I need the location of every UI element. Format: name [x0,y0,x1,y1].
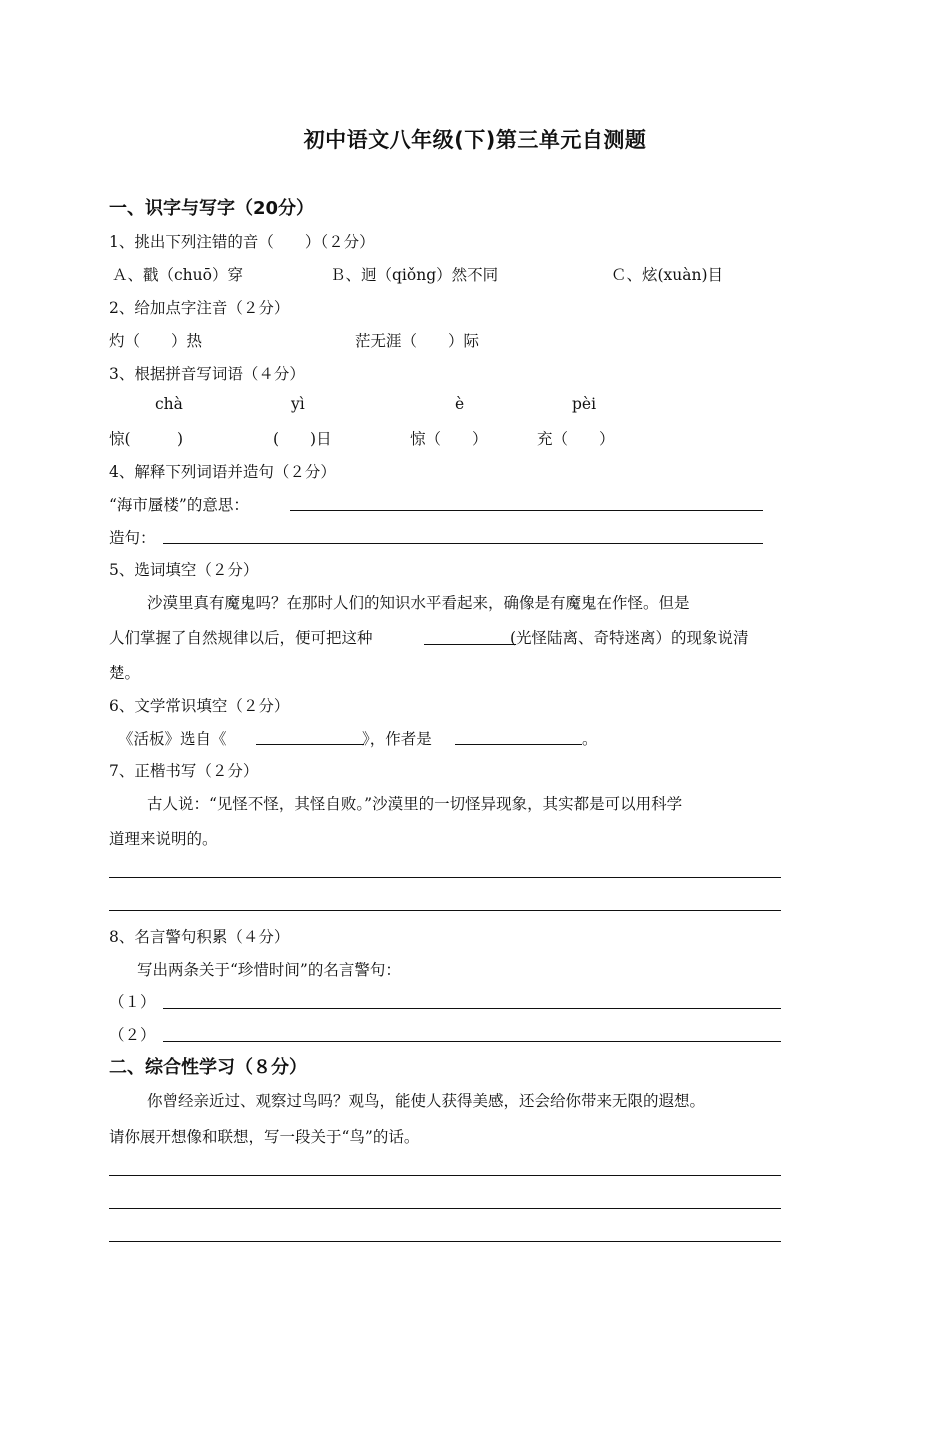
q4-meaning-label: “海市蜃楼”的意思： [109,496,249,514]
q1-option-a: Ａ、戳（chuō）穿 [112,266,243,284]
section-2-line-2: 请你展开想像和联想，写一段关于“鸟”的话。 [109,1128,420,1146]
q4-sentence-label: 造句： [109,529,156,547]
q5-line-3: 楚。 [109,664,141,682]
q5-label: 5、选词填空（２分） [109,561,259,579]
q3-pinyin-2: yì [291,395,305,413]
q3-word-1: 惊( ) [109,430,184,448]
section-1-heading: 一、识字与写字（20分） [109,198,315,219]
q4-label: 4、解释下列词语并造句（２分） [109,463,336,481]
q6-book-blank-line[interactable] [256,744,364,745]
q6-prefix: 《活板》选自《 [118,730,227,748]
q6-middle: 》，作者是 [362,730,432,748]
q7-line-1: 古人说：“见怪不怪，其怪自败。”沙漠里的一切怪异现象，其实都是可以用科学 [147,795,683,813]
q1-option-c: Ｃ、炫(xuàn)目 [611,266,724,284]
q6-suffix: 。 [582,730,598,748]
q5-line-2-prefix: 人们掌握了自然规律以后，便可把这种 [109,629,373,647]
page-title: 初中语文八年级(下)第三单元自测题 [303,128,647,152]
q3-word-2: ( )日 [273,430,332,448]
q3-word-4: 充（ ） [537,430,615,448]
q1-label: 1、挑出下列注错的音（ ）（２分） [109,233,375,251]
section-2-writing-line-2[interactable] [109,1208,781,1209]
section-2-heading: 二、综合性学习（８分） [109,1057,307,1078]
q5-line-1: 沙漠里真有魔鬼吗？在那时人们的知识水平看起来，确像是有魔鬼在作怪。但是 [147,594,690,612]
q3-pinyin-3: è [455,395,465,413]
q7-label: 7、正楷书写（２分） [109,762,259,780]
q3-pinyin-1: chà [155,395,183,413]
q7-writing-line-2[interactable] [109,910,781,911]
section-2-line-1: 你曾经亲近过、观察过鸟吗？观鸟，能使人获得美感，还会给你带来无限的遐想。 [147,1092,706,1110]
q1-option-b: Ｂ、迥（qiǒng）然不同 [330,266,499,284]
q8-item-1-answer-line[interactable] [163,1008,781,1009]
q5-line-2-suffix: (光怪陆离、奇特迷离）的现象说清 [510,629,749,647]
q5-blank-line[interactable] [424,644,516,645]
q3-label: 3、根据拼音写词语（４分） [109,365,305,383]
q2-label: 2、给加点字注音（２分） [109,299,290,317]
q3-pinyin-4: pèi [572,395,597,413]
q4-meaning-answer-line[interactable] [290,510,763,511]
section-2-writing-line-1[interactable] [109,1175,781,1176]
section-2-writing-line-3[interactable] [109,1241,781,1242]
q8-item-2-answer-line[interactable] [163,1041,781,1042]
q2-item-1: 灼（ ）热 [109,332,203,350]
q7-line-2: 道理来说明的。 [109,830,218,848]
q4-sentence-answer-line[interactable] [163,543,763,544]
q2-item-2: 茫无涯（ ）际 [355,332,480,350]
q6-author-blank-line[interactable] [455,744,582,745]
q3-word-3: 惊（ ） [410,430,488,448]
q8-item-1-label: （１） [109,993,156,1011]
q6-label: 6、文学常识填空（２分） [109,697,290,715]
q8-prompt: 写出两条关于“珍惜时间”的名言警句： [137,961,401,979]
q8-label: 8、名言警句积累（４分） [109,928,290,946]
q8-item-2-label: （２） [109,1026,156,1044]
q7-writing-line-1[interactable] [109,877,781,878]
